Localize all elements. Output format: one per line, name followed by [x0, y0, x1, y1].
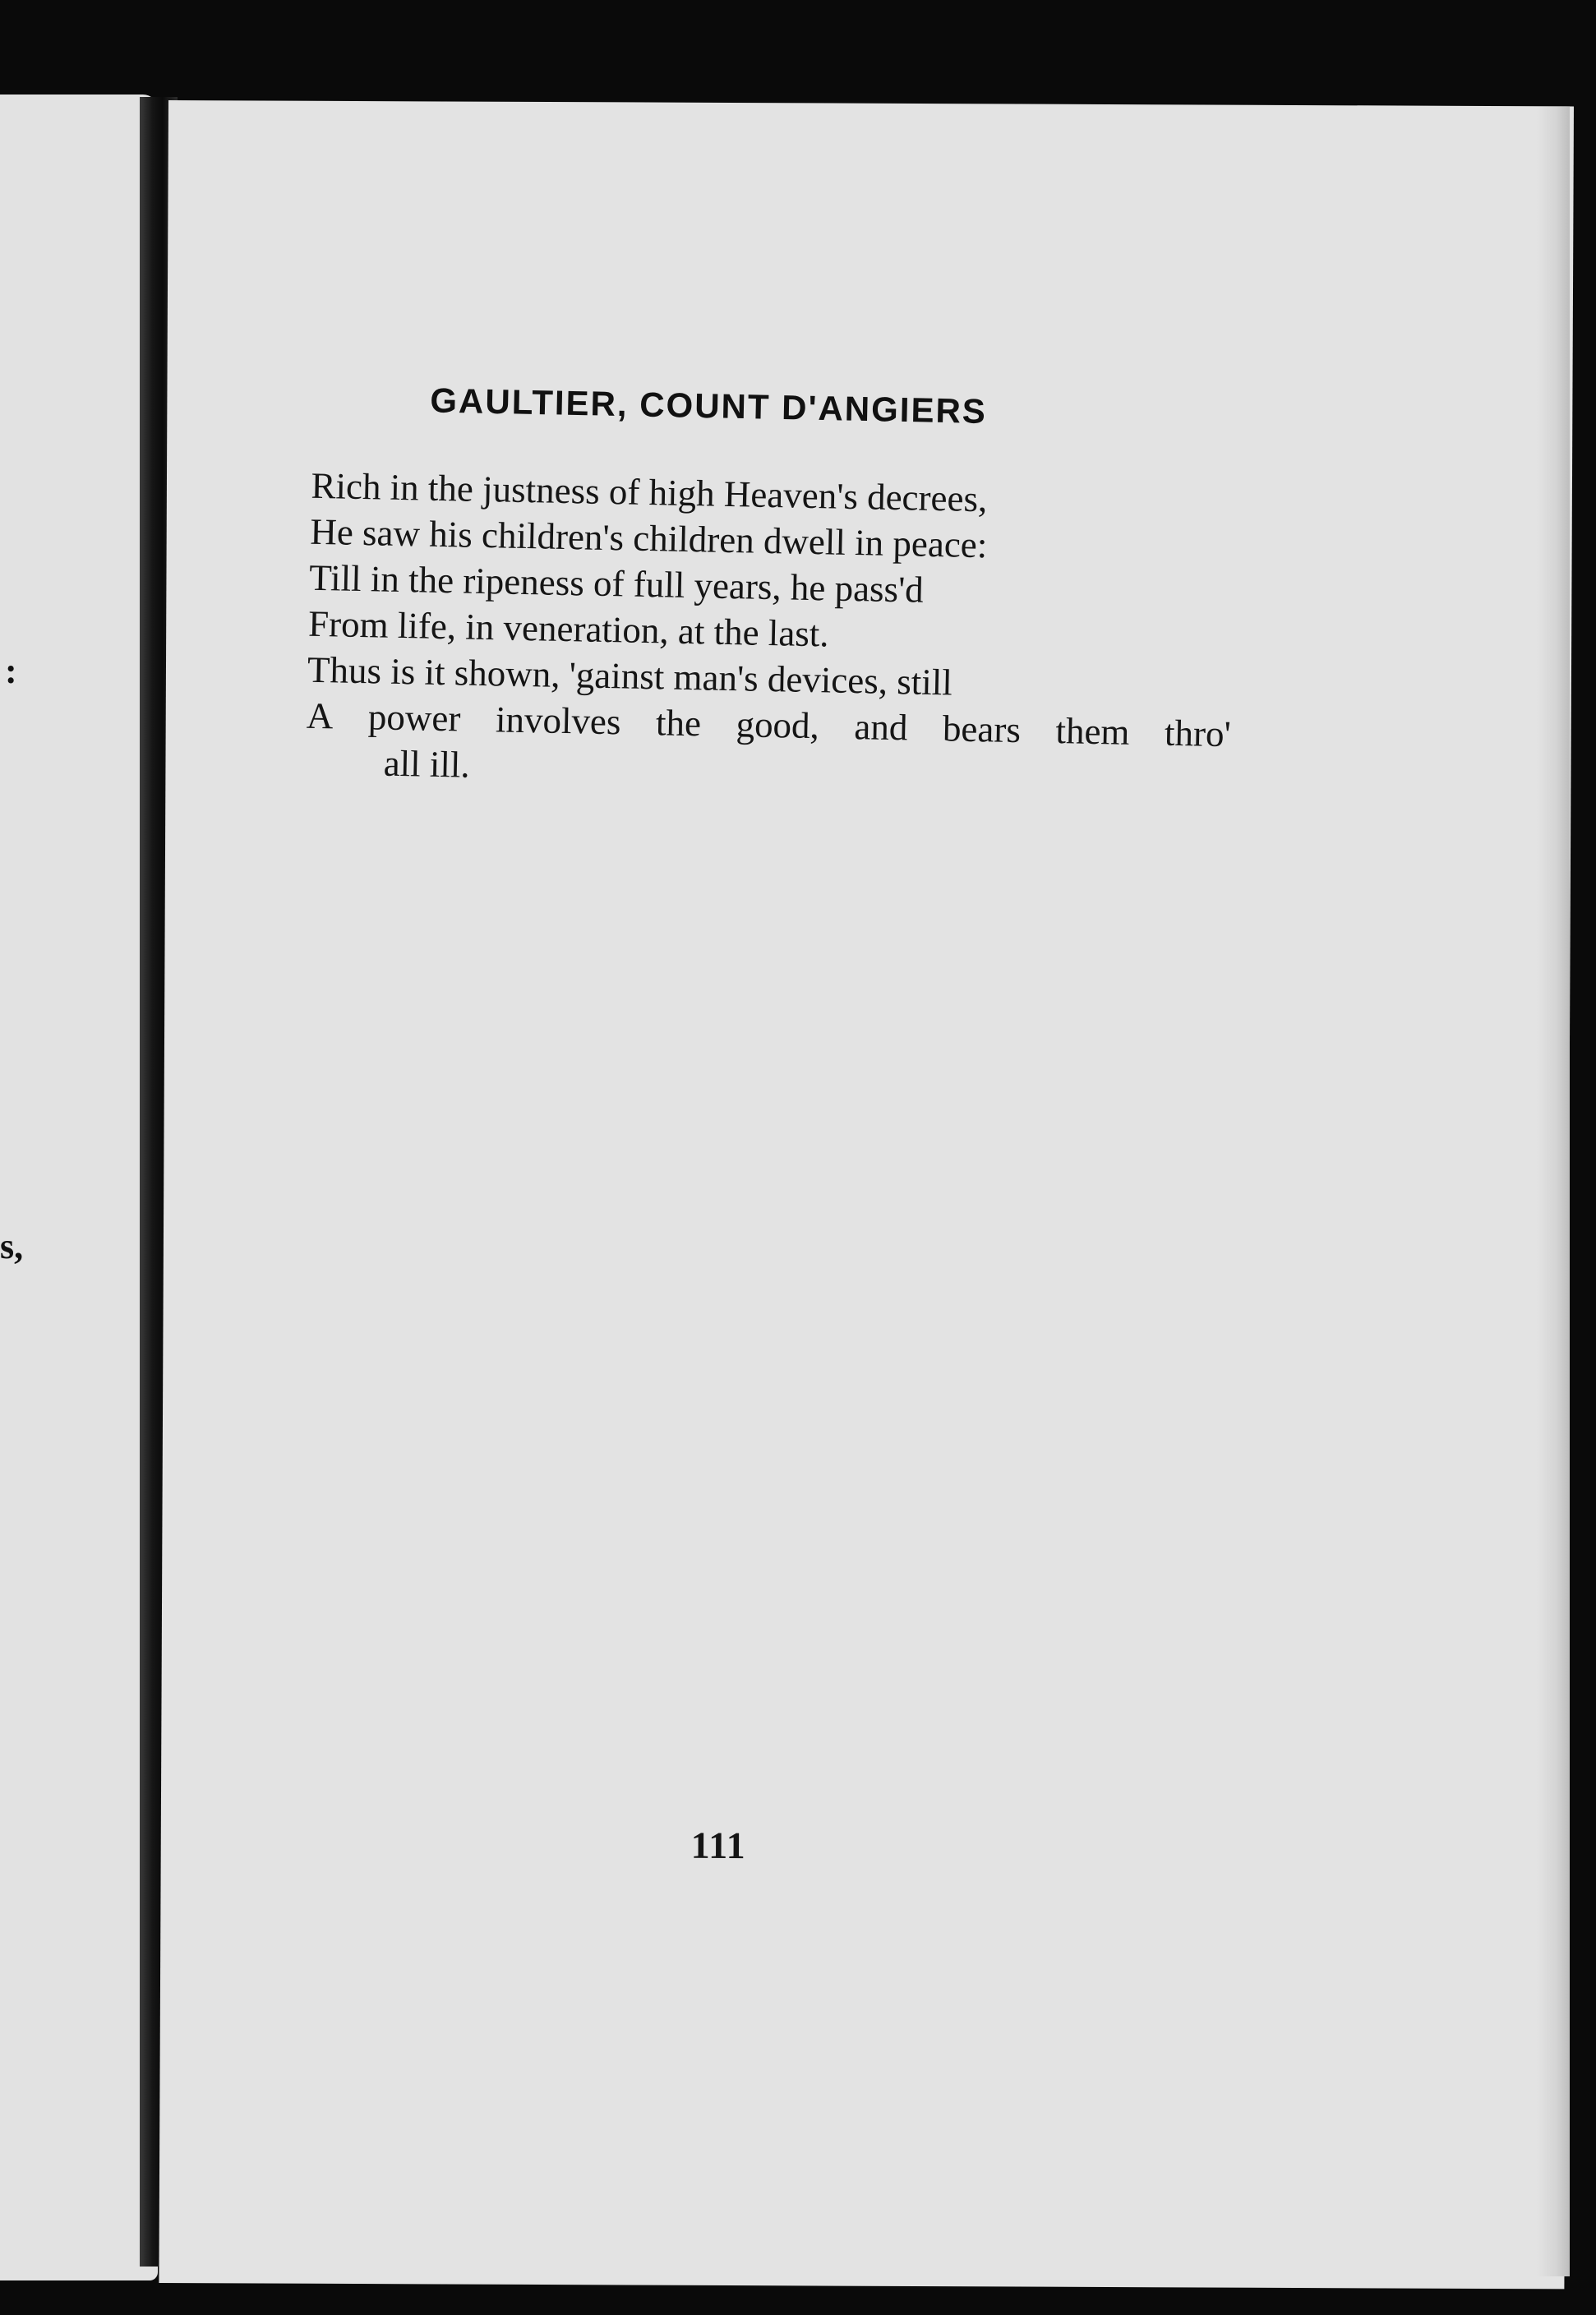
facing-page-fragment: : — [5, 651, 17, 691]
verse-word: bears — [942, 708, 1022, 751]
page-edge-shadow — [1537, 107, 1570, 2276]
verse-line: From life, in veneration, at the last. — [307, 602, 830, 655]
page-number: 111 — [690, 1824, 746, 1867]
verse-line: Rich in the justness of high Heaven's decrees, — [311, 464, 988, 520]
poem-title: GAULTIER, COUNT D'ANGIERS — [429, 380, 988, 431]
poem-stanza — [305, 463, 1257, 804]
verse-word: power — [367, 696, 461, 740]
facing-page — [0, 95, 158, 2280]
verse-word: and — [853, 706, 908, 749]
verse-word: them — [1055, 710, 1130, 753]
verse-word: the — [655, 702, 702, 745]
verse-word: involves — [495, 699, 621, 743]
verse-word: good, — [736, 703, 820, 747]
book-page — [159, 100, 1574, 2289]
verse-word: thro' — [1164, 712, 1232, 755]
facing-page-fragment: s, — [0, 1226, 24, 1266]
verse-turnover-line: all ill. — [383, 742, 471, 786]
verse-line: He saw his children's children dwell in peace: — [309, 510, 988, 566]
verse-line: Thus is it shown, 'gainst man's devices, still — [307, 648, 953, 703]
verse-word: A — [306, 694, 334, 737]
verse-line: Till in the ripeness of full years, he pass'd — [308, 556, 925, 611]
